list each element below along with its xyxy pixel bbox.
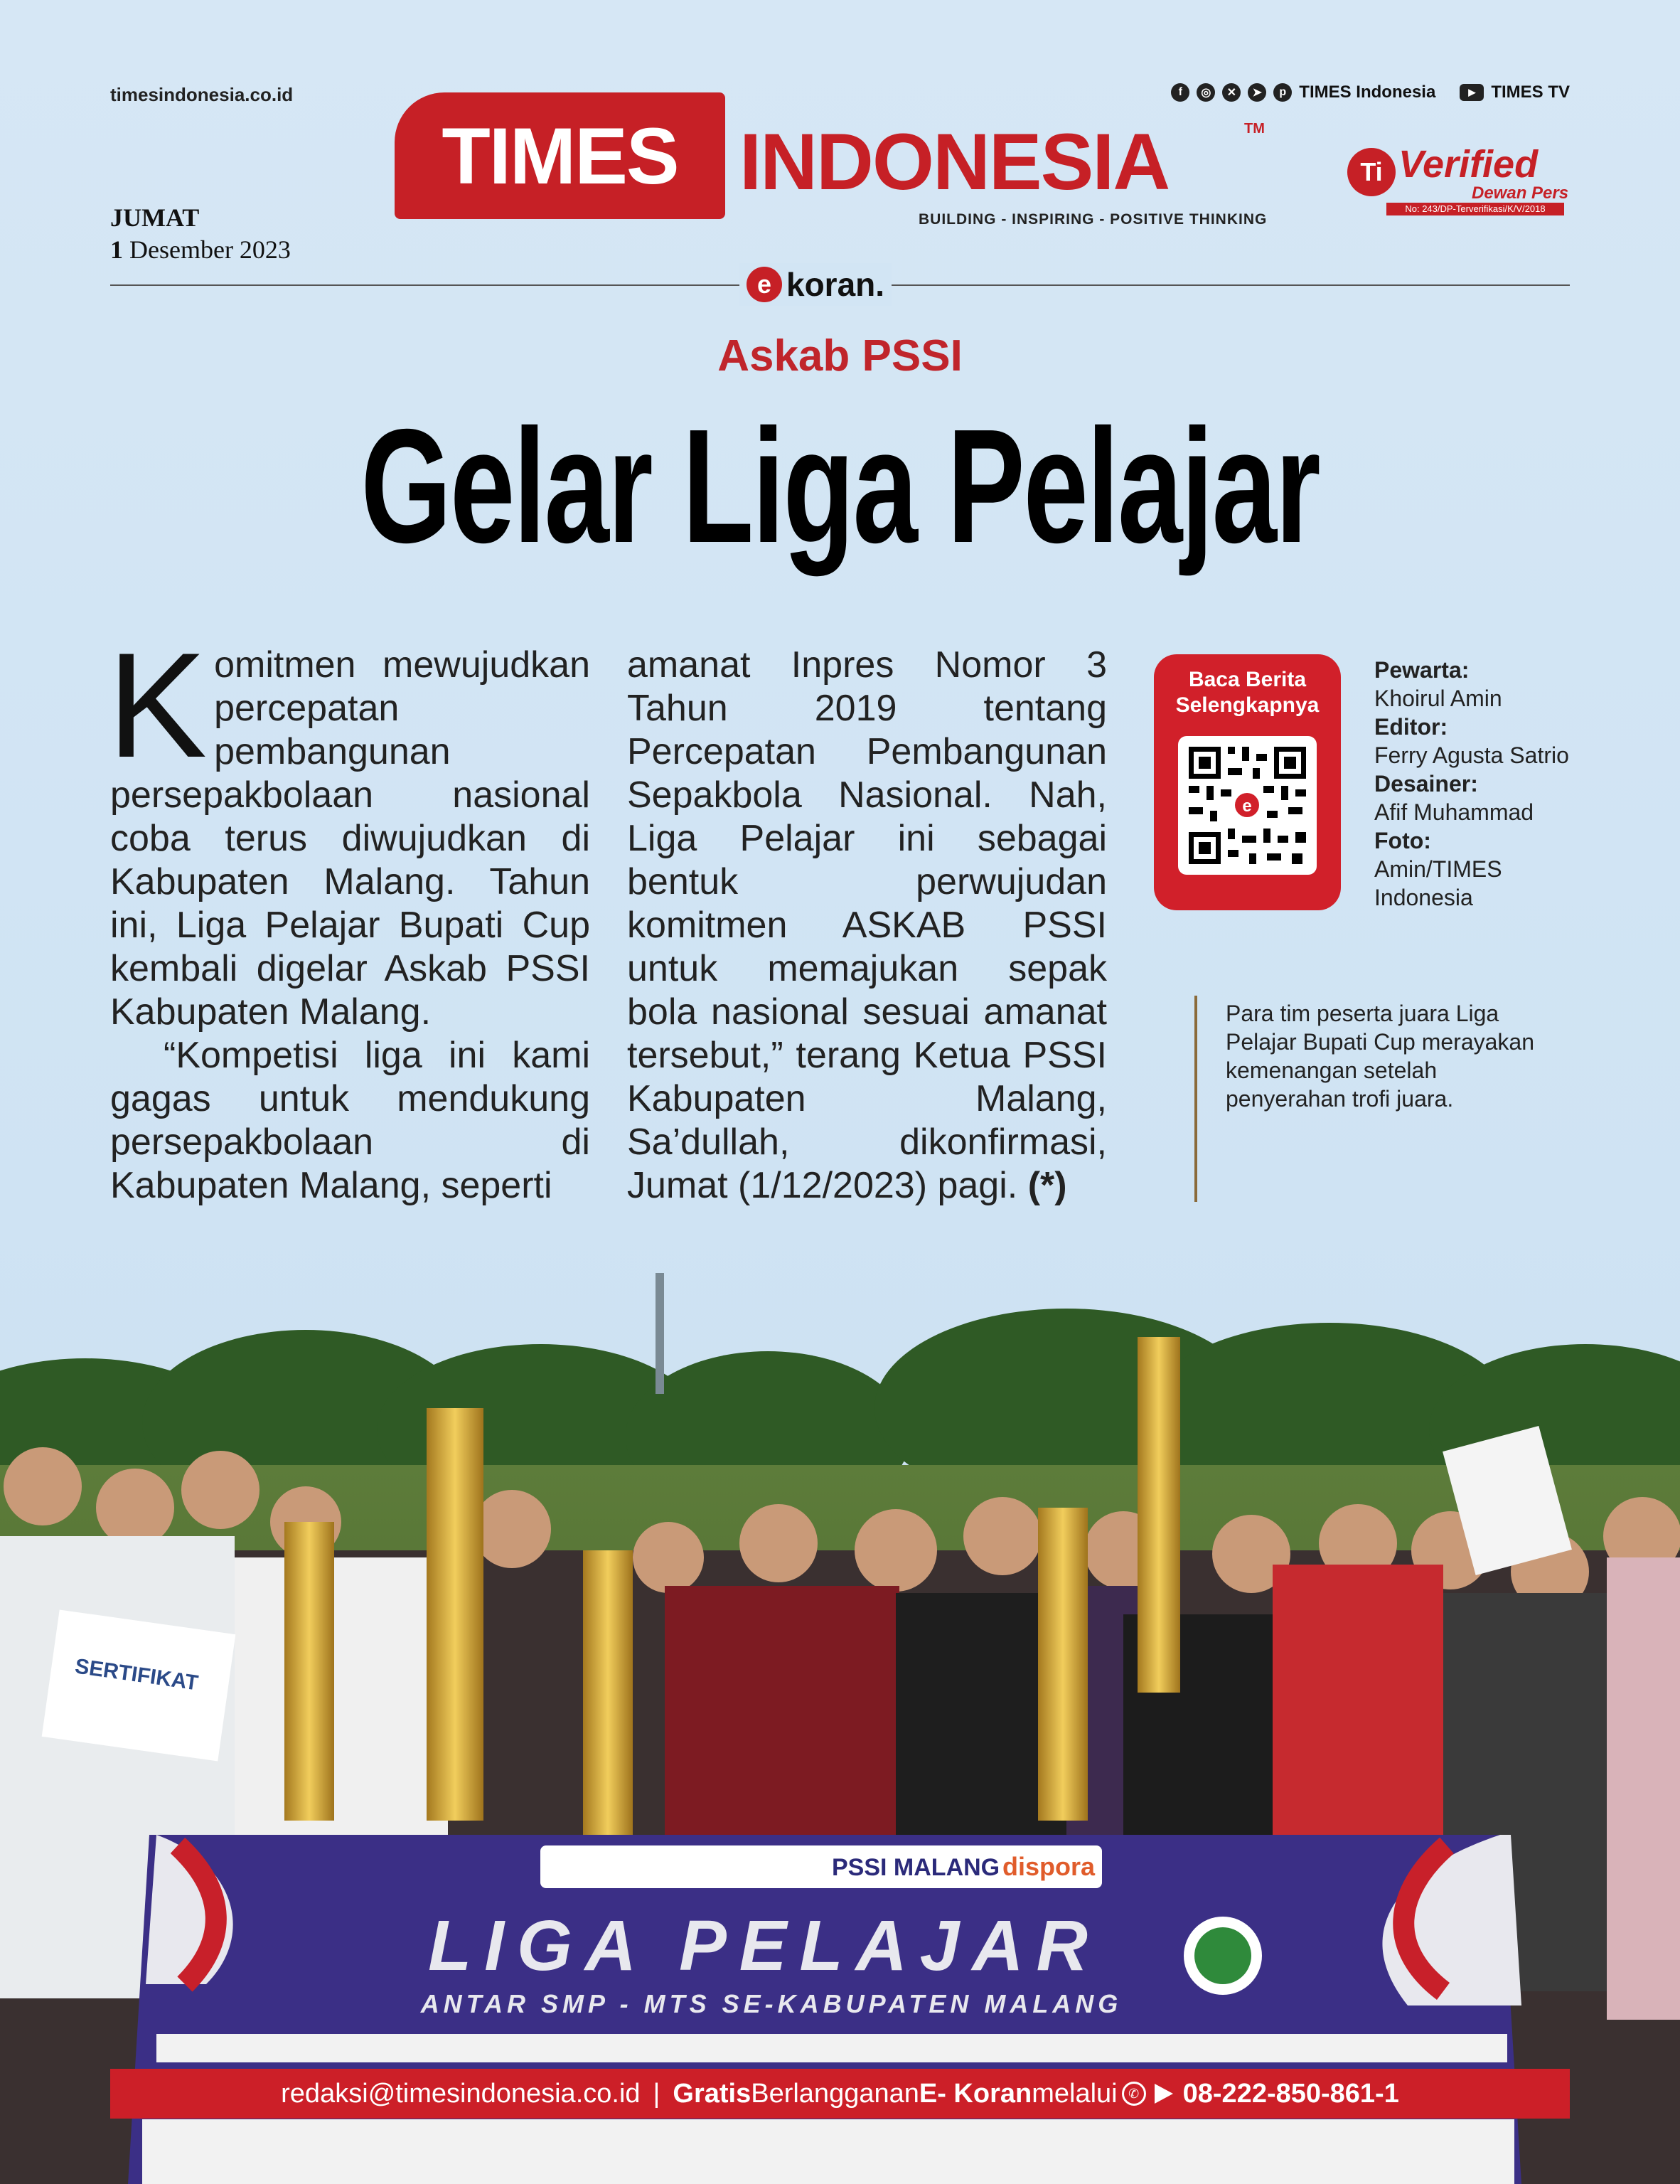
logo-indonesia: INDONESIA bbox=[739, 117, 1170, 206]
footer-separator: | bbox=[653, 2078, 660, 2109]
issue-date bbox=[110, 235, 291, 265]
end-mark: (*) bbox=[1027, 1165, 1067, 1206]
headline: Gelar Liga Pelajar bbox=[360, 396, 1320, 577]
tagline: BUILDING - INSPIRING - POSITIVE THINKING bbox=[919, 211, 1268, 228]
caption-rule bbox=[1194, 996, 1197, 1202]
banner-subtitle: ANTAR SMP - MTS SE-KABUPATEN MALANG bbox=[420, 1989, 1123, 2018]
footer-text-1: Berlangganan bbox=[751, 2078, 919, 2109]
footer-ekoran: E- Koran bbox=[919, 2078, 1032, 2109]
ekoran-e-icon: e bbox=[747, 267, 782, 302]
social-links bbox=[1171, 82, 1570, 102]
banner-org: PSSI MALANG bbox=[832, 1854, 1000, 1881]
issue-day: JUMAT bbox=[110, 203, 200, 232]
credit-value: Afif Muhammad bbox=[1374, 799, 1534, 825]
dropcap: K bbox=[107, 622, 208, 789]
tv-label: TIMES TV bbox=[1491, 82, 1570, 102]
credit-label: Foto: bbox=[1374, 828, 1431, 853]
telegram-icon[interactable] bbox=[1155, 2084, 1173, 2104]
credits bbox=[1374, 656, 1569, 912]
social-label: TIMES Indonesia bbox=[1299, 82, 1436, 102]
trademark: TM bbox=[1244, 121, 1265, 137]
date-text: Desember 2023 bbox=[123, 235, 291, 264]
credit-value: Khoirul Amin bbox=[1374, 686, 1502, 711]
qr-title-line-1: Baca Berita bbox=[1188, 668, 1307, 691]
logo-times bbox=[395, 92, 725, 219]
date-number: 1 bbox=[110, 235, 123, 264]
paragraph-3: amanat Inpres Nomor 3 Tahun 2019 tentang Percepatan Pembangunan Sepakbola Nasional. Nah, Liga Pelajar ini sebagai bentuk perwujudan komitmen ASKAB PSSI untuk memajukan sepak bola nasional sesuai amanat tersebut,” terang Ketua PSSI Kabupaten Malang, Sa’dullah, dikonfirmasi, Jumat (1/12/2023) pagi. bbox=[627, 644, 1107, 1206]
kicker: Askab PSSI bbox=[717, 331, 963, 380]
ekoran-label: koran. bbox=[786, 266, 885, 303]
photo-caption: Para tim peserta juara Liga Pelajar Bupati Cup merayakan kemenangan setelah penyerahan trofi juara. bbox=[1226, 1001, 1535, 1112]
verified-badge bbox=[1347, 142, 1571, 216]
banner-dispora: dispora bbox=[1002, 1852, 1096, 1881]
qr-title-line-2: Selengkapnya bbox=[1175, 693, 1320, 717]
certificate-text: SERTIFIKAT bbox=[73, 1654, 200, 1695]
qr-center-icon: e bbox=[1242, 797, 1252, 816]
youtube-icon[interactable]: ▶ bbox=[1460, 84, 1484, 101]
pinterest-icon[interactable]: p bbox=[1273, 83, 1292, 102]
ekoran-logo bbox=[739, 263, 892, 306]
news-photo bbox=[0, 1252, 1680, 2184]
article-column-1 bbox=[107, 622, 590, 1208]
credit-label: Desainer: bbox=[1374, 771, 1478, 797]
facebook-icon[interactable]: f bbox=[1171, 83, 1189, 102]
ti-logo: Ti bbox=[1347, 148, 1396, 196]
footer-gratis: Gratis bbox=[673, 2078, 751, 2109]
credit-value: Ferry Agusta Satrio bbox=[1374, 742, 1569, 768]
whatsapp-icon[interactable]: ✆ bbox=[1122, 2082, 1146, 2106]
dewan-pers-label: Dewan Pers bbox=[1472, 183, 1569, 203]
paragraph-1: omitmen mewujudkan percepatan pembangunan persepakbolaan nasional coba terus diwujudkan di Kabupaten Malang. Tahun ini, Liga Pelajar Bupati Cup kembali digelar Askab PSSI Kabupaten Malang. bbox=[110, 644, 590, 1033]
qr-code[interactable] bbox=[1178, 736, 1317, 875]
footer-phone[interactable]: 08-222-850-861-1 bbox=[1182, 2078, 1399, 2109]
credit-label: Pewarta: bbox=[1374, 657, 1470, 683]
footer-bar bbox=[110, 2069, 1570, 2119]
site-url[interactable]: timesindonesia.co.id bbox=[110, 84, 294, 105]
logo-times-text: TIMES bbox=[442, 111, 678, 201]
verification-number: No: 243/DP-Terverifikasi/K/V/2018 bbox=[1386, 203, 1564, 215]
paragraph-2: “Kompetisi liga ini kami gagas untuk mendukung persepakbolaan di Kabupaten Malang, seperti bbox=[110, 1035, 590, 1206]
credit-value: Amin/TIMES Indonesia bbox=[1374, 856, 1502, 910]
qr-title bbox=[1154, 667, 1341, 718]
credit-label: Editor: bbox=[1374, 714, 1448, 740]
banner-title: LIGA PELAJAR bbox=[428, 1906, 1101, 1986]
article-column-2 bbox=[627, 644, 1107, 1208]
telegram-icon[interactable]: ➤ bbox=[1248, 83, 1266, 102]
verified-label: Verified bbox=[1398, 143, 1539, 186]
x-icon[interactable]: ✕ bbox=[1222, 83, 1241, 102]
qr-box[interactable] bbox=[1154, 654, 1341, 910]
instagram-icon[interactable]: ◎ bbox=[1197, 83, 1215, 102]
footer-email[interactable]: redaksi@timesindonesia.co.id bbox=[281, 2078, 641, 2109]
footer-text-2: melalui bbox=[1032, 2078, 1118, 2109]
